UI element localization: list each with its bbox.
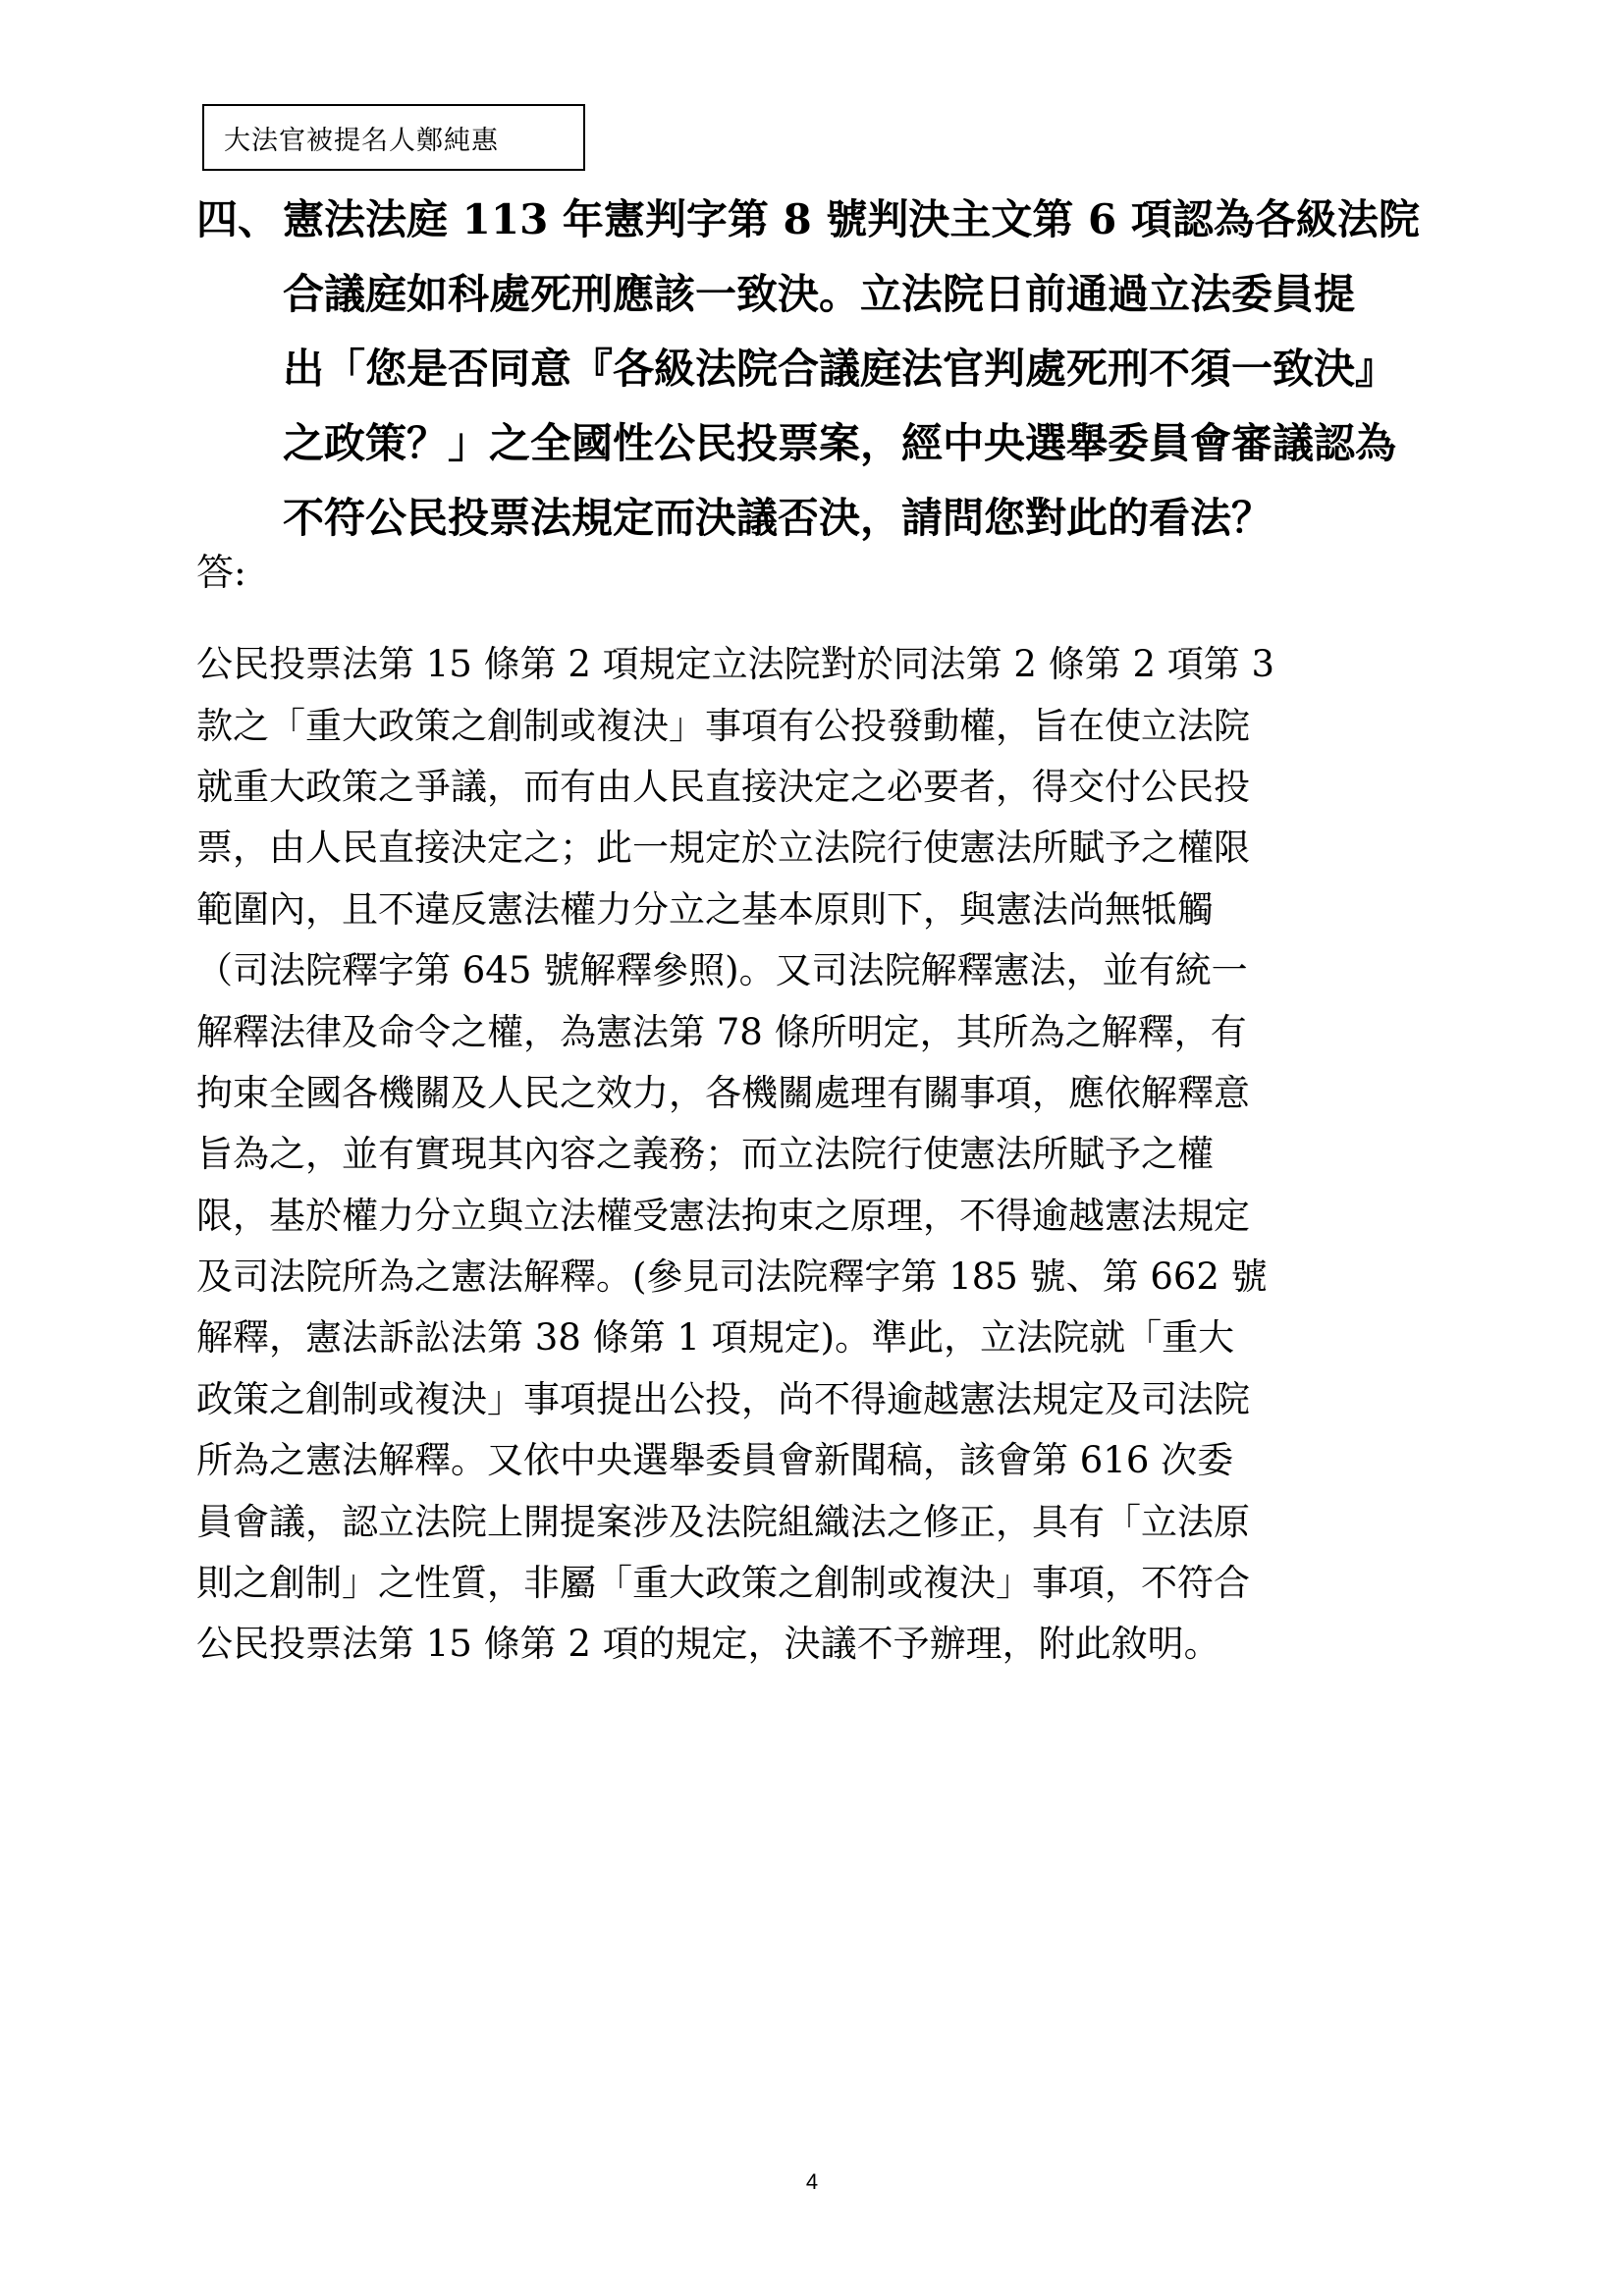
answer-line: 及司法院所為之憲法解釋。(參見司法院釋字第 185 號、第 662 號 [196, 1255, 1268, 1299]
answer-line: （司法院釋字第 645 號解釋參照)。又司法院解釋憲法，並有統一 [196, 949, 1248, 992]
question-line: 出「您是否同意『各級法院合議庭法官判處死刑不須一致決』 [283, 345, 1397, 393]
question-number: 四、 [196, 195, 280, 243]
question-line [196, 183, 1453, 257]
answer-line: 公民投票法第 15 條第 2 項規定立法院對於同法第 2 條第 2 項第 3 [196, 643, 1275, 686]
question-text: 憲法法庭 113 年憲判字第 8 號判決主文第 6 項認為各級法院 [283, 195, 1420, 243]
question-line: 合議庭如科處死刑應該一致決。立法院日前通過立法委員提 [283, 270, 1356, 318]
answer-line: 票，由人民直接決定之；此一規定於立法院行使憲法所賦予之權限 [196, 827, 1250, 870]
question-block [196, 183, 1453, 556]
answer-line: 公民投票法第 15 條第 2 項的規定，決議不予辦理，附此敘明。 [196, 1623, 1220, 1666]
page-number: 4 [805, 2169, 819, 2194]
answer-line: 旨為之，並有實現其內容之義務；而立法院行使憲法所賦予之權 [196, 1133, 1214, 1176]
nominee-label: 大法官被提名人鄭純惠 [224, 125, 499, 156]
answer-line: 解釋法律及命令之權，為憲法第 78 條所明定，其所為之解釋，有 [196, 1010, 1247, 1053]
nominee-label-box [202, 104, 585, 171]
answer-line: 員會議，認立法院上開提案涉及法院組織法之修正，具有「立法原 [196, 1500, 1250, 1543]
answer-line: 則之創制」之性質，非屬「重大政策之創制或複決」事項，不符合 [196, 1562, 1250, 1605]
answer-label: 答: [196, 551, 246, 594]
answer-line: 解釋，憲法訴訟法第 38 條第 1 項規定)。準此，立法院就「重大 [196, 1316, 1235, 1360]
answer-line: 款之「重大政策之創制或複決」事項有公投發動權，旨在使立法院 [196, 704, 1250, 747]
answer-line: 所為之憲法解釋。又依中央選舉委員會新聞稿，該會第 616 次委 [196, 1439, 1234, 1482]
answer-line: 限，基於權力分立與立法權受憲法拘束之原理，不得逾越憲法規定 [196, 1194, 1250, 1237]
answer-line: 範圍內，且不違反憲法權力分立之基本原則下，與憲法尚無牴觸 [196, 887, 1214, 931]
answer-line: 拘束全國各機關及人民之效力，各機關處理有關事項，應依解釋意 [196, 1071, 1250, 1114]
answer-line: 政策之創制或複決」事項提出公投，尚不得逾越憲法規定及司法院 [196, 1377, 1250, 1420]
question-line: 不符公民投票法規定而決議否決，請問您對此的看法？ [283, 494, 1273, 542]
answer-body [196, 630, 1453, 1672]
question-line: 之政策？」之全國性公民投票案，經中央選舉委員會審議認為 [283, 419, 1397, 467]
answer-line: 就重大政策之爭議，而有由人民直接決定之必要者，得交付公民投 [196, 765, 1250, 808]
